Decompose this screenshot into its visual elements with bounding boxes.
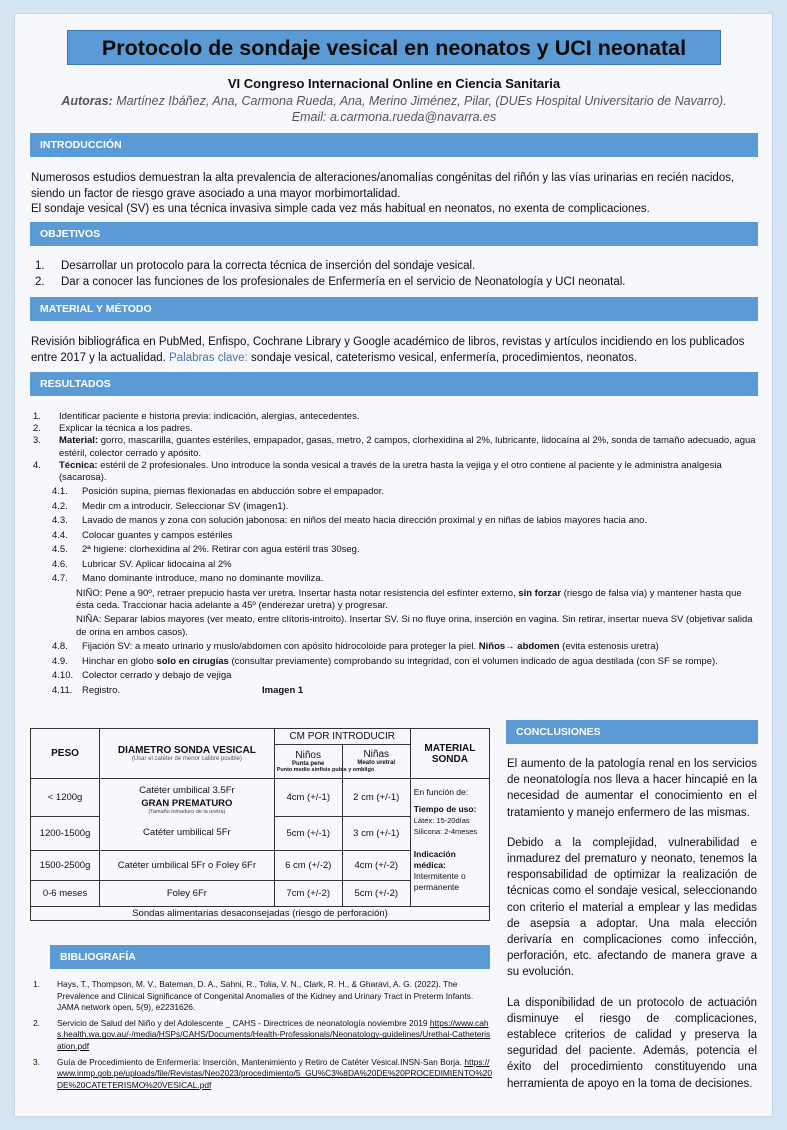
substep-number: 4.5. <box>52 544 68 556</box>
tecnica-substeps <box>33 486 760 697</box>
authors-label: Autoras: <box>61 94 113 108</box>
conclusiones-heading: CONCLUSIONES <box>506 720 758 744</box>
cell-ninas: 2 cm (+/-1) <box>342 779 410 817</box>
substep-number: 4.1. <box>52 486 68 498</box>
substep-number: 4.7. <box>52 573 68 585</box>
substep <box>52 670 760 682</box>
intro-p1: Numerosos estudios demuestran la alta prevalencia de alteraciones/anomalías congénitas del riñón y las vías urinarias en recién nacidos, siendo un factor de riesgo grave asociado a una mayor morbimortalidad. <box>31 172 735 200</box>
cell-diametro-text: Catéter umbilical 3.5Fr <box>139 785 235 796</box>
cell-diametro <box>100 779 275 817</box>
material-heading: MATERIAL Y MÉTODO <box>30 297 758 321</box>
material-tiempo: Tiempo de uso: <box>413 804 477 814</box>
catheter-table <box>30 728 490 921</box>
poster-title: Protocolo de sondaje vesical en neonatos y UCI neonatal <box>67 30 721 65</box>
intro-heading: INTRODUCCIÓN <box>30 133 758 157</box>
substep-number: 4.8. <box>52 641 68 653</box>
substep-text: Colector cerrado y debajo de vejiga <box>82 670 232 682</box>
substep-text: Mano dominante introduce, mano no dominante moviliza. <box>82 573 324 585</box>
substep-text: Colocar guantes y campos estériles <box>82 529 233 541</box>
nina-instructions: NIÑA: Separar labios mayores (ver meato, entre clítoris-introito). Insertar SV. Si no fluye orina, inserción en vagina. Sin retirar, insertar nueva SV (objetivar salida de orina en ambos casos). <box>76 614 753 638</box>
substep <box>52 515 760 527</box>
cell-diametro: Foley 6Fr <box>100 880 275 906</box>
substep-text-cont: (consultar previamente) comprobando su integridad, con el volumen indicado de agua destilada (con SF se rompe). <box>231 655 718 667</box>
solo-cirugias: solo en cirugías <box>156 655 229 667</box>
substep-text: Posición supina, piernas flexionadas en abducción sobre el empapador. <box>82 486 385 498</box>
substep-number: 4.9. <box>52 655 68 667</box>
conclusion-p2: Debido a la complejidad, vulnerabilidad e inmadurez del prematuro y neonato, tenemos la responsabilidad de optimizar la realización de técnicas como el sondaje vesical, seleccionando con criterio el material a emplear y las medidas de asepsia a adoptar. Una mala elección derivaría en complicaciones como infección, perforación, etc. afectando de manera grave a su evolución. <box>507 836 757 979</box>
substep-number: 4.6. <box>52 558 68 570</box>
result-item <box>33 423 760 435</box>
cell-material <box>410 779 489 907</box>
nino-text: NIÑO: Pene a 90º, retraer prepucio hasta ver uretra. Insertar hasta notar resistencia del esfínter externo, <box>76 587 516 599</box>
col-ninas-label: Niñas <box>363 749 390 760</box>
reference-link[interactable]: https://www.cahs.health.wa.gov.au/-/media/HSPs/CAHS/Documents/Health-Professionals/Neonatology-guidelines/Urethal-Catheterisation.pdf <box>57 1017 491 1051</box>
reference-number: 1. <box>33 979 40 989</box>
conclusion-p1: El aumento de la patología renal en los servicios de neonatología nos lleva a hacer hincapié en la necesidad de aumentar el conocimiento en el tratamiento y manejo enfermero de las mismas. <box>507 758 757 819</box>
reference-text: Hays, T., Thompson, M. V., Bateman, D. A., Sahni, R., Tolia, V. N., Clark, R. H., & Gharavi, A. G. (2022). The Prevalence and Clinical Significance of Congenital Anomalies of the Kidney and Urinary Tract in Preterm Infants. JAMA network open, 5(9), e2231626. <box>57 979 474 1013</box>
material-tipo: Intermitente o permanente <box>413 871 466 892</box>
objetivo-text: Dar a conocer las funciones de los profesionales de Enfermería en el servicio de Neonatología y UCI neonatal. <box>61 275 626 288</box>
reference-text: Servicio de Salud del Niño y del Adolescente _ CAHS - Directrices de neonatología noviembre 2019 <box>57 1017 428 1028</box>
col-cm: CM POR INTRODUCIR <box>274 729 410 745</box>
conclusion-p3: La disponibilidad de un protocolo de actuación disminuye el riesgo de complicaciones, establece criterios de calidad y preserva la seguridad del paciente. Además, potencia el éxito del procedimiento constituyendo una herramienta de apoyo en la toma de decisiones. <box>507 996 757 1090</box>
material-label: Material: <box>59 435 99 447</box>
result-item <box>33 460 760 484</box>
objetivos-list <box>35 259 755 290</box>
tecnica-label: Técnica: <box>59 459 98 471</box>
col-diametro-sub: (Usar el catéter de menor calibre posible) <box>131 756 242 762</box>
substep <box>52 486 760 498</box>
material-text <box>31 335 759 366</box>
substep <box>52 544 760 556</box>
substep <box>52 685 760 697</box>
abdomen-label: abdomen <box>517 641 560 653</box>
reference-number: 2. <box>33 1017 40 1028</box>
bibliografia-list <box>33 979 493 1091</box>
reference-number: 3. <box>33 1056 40 1067</box>
ninos-label: Niños <box>478 641 506 653</box>
material-body: Revisión bibliográfica en PubMed, Enfispo, Cochrane Library y Google académico de libros, revistas y artículos incidiendo en los publicados entre 2017 y la actualidad. <box>31 336 745 364</box>
cell-ninas: 3 cm (+/-1) <box>342 816 410 850</box>
col-diametro <box>100 729 275 779</box>
cell-diametro: Catéter umbilical 5Fr o Foley 6Fr <box>100 850 275 880</box>
substep-number: 4.11. <box>52 684 73 696</box>
resultados-list <box>33 411 760 697</box>
substep <box>52 501 760 513</box>
conclusiones-text <box>507 756 757 1092</box>
substep <box>52 641 760 653</box>
result-text: estéril de 2 profesionales. Uno introduce la sonda vesical a través de la uretra hasta la vejiga y el otro contiene al paciente y le administra analgesia (sacarosa). <box>59 459 722 484</box>
authors-names: Martínez Ibáñez, Ana, Carmona Rueda, Ana, Merino Jiménez, Pilar, <box>116 94 492 108</box>
material-silicona: Silicona: 2-4meses <box>413 827 478 836</box>
substep-number: 4.3. <box>52 515 68 527</box>
col-diametro-label: DIAMETRO SONDA VESICAL <box>117 745 256 756</box>
result-text: gorro, mascarilla, guantes estériles, empapador, gasas, metro, 2 campos, clorhexidina al 2%, lubricante, lidocaína al 2%, sonda de tamaño adecuado, agua estéril, colector cerrado y apósito. <box>59 435 756 459</box>
reference <box>33 979 493 1014</box>
nino-text-cont: (riesgo de falsa vía) y mantener hasta que ésta ceda. Traccionar hacia adelante a 45º (enderezar uretra) y progresar. <box>76 587 742 611</box>
table-footer: Sondas alimentarias desaconsejadas (riesgo de perforación) <box>31 906 490 920</box>
cell-peso: < 1200g <box>31 779 100 817</box>
bibliografia-heading: BIBLIOGRAFÍA <box>50 945 490 969</box>
cell-peso: 1500-2500g <box>31 850 100 880</box>
objetivo-item <box>35 275 755 291</box>
substep-text: Registro. <box>82 684 121 696</box>
reference-link[interactable]: https://www.inmp.gob.pe/uploads/file/Revistas/Neo2023/procedimiento/5_GU%C3%8DA%20DE%20PROCEDIMIENTO%20DE%20CATETERISMO%20VESICAL.pdf <box>57 1056 493 1090</box>
cell-ninas: 4cm (+/-2) <box>342 850 410 880</box>
substep-text: 2ª higiene: clorhexidina al 2%. Retirar con agua estéril tras 30seg. <box>82 544 360 556</box>
objetivo-item <box>35 259 755 275</box>
intro-p2: El sondaje vesical (SV) es una técnica invasiva simple cada vez más habitual en neonatos, no exenta de complicaciones. <box>31 203 650 215</box>
reference <box>33 1018 493 1053</box>
reference-text: Guía de Procedimiento de Enfermería: Inserción, Mantenimiento y Retiro de Catéter Vesical.INSN-San Borja. <box>57 1056 462 1067</box>
objetivo-text: Desarrollar un protocolo para la correcta técnica de inserción del sondaje vesical. <box>61 260 476 272</box>
result-text: Explicar la técnica a los padres. <box>59 423 193 435</box>
objetivo-number: 2. <box>35 275 45 288</box>
cell-ninos: 6 cm (+/-2) <box>274 850 342 880</box>
cell-ninos: 7cm (+/-2) <box>274 880 342 906</box>
substep-text: Medir cm a introducir. Seleccionar SV (imagen1). <box>82 500 289 512</box>
result-number: 3. <box>33 435 41 447</box>
authors <box>30 94 758 108</box>
result-item <box>33 435 760 459</box>
col-ninas-sub: Meato uretral <box>357 760 396 766</box>
image-caption: Imagen 1 <box>262 684 304 696</box>
objetivos-heading: OBJETIVOS <box>30 222 758 246</box>
reference <box>33 1057 493 1092</box>
arrow-icon: → <box>505 641 515 653</box>
result-number: 1. <box>33 411 41 422</box>
col-ninas <box>342 745 410 779</box>
sin-forzar: sin forzar <box>518 587 562 599</box>
cell-ninos: 4cm (+/-1) <box>274 779 342 817</box>
substep <box>52 573 760 585</box>
substep-text: Hinchar en globo <box>82 655 154 667</box>
congress-name: VI Congreso Internacional Online en Ciencia Sanitaria <box>227 76 561 91</box>
substep-number: 4.10. <box>52 670 74 682</box>
result-text: Identificar paciente e historia previa: indicación, alergias, antecedentes. <box>59 411 360 422</box>
cell-ninos: 5cm (+/-1) <box>274 816 342 850</box>
substep-number: 4.2. <box>52 500 68 512</box>
gran-prematuro-sub: (Tamaño inmaduro de la uretra) <box>148 809 226 815</box>
resultados-heading: RESULTADOS <box>30 372 758 396</box>
result-number: 4. <box>33 459 41 471</box>
substep-note: (evita estenosis uretra) <box>562 641 659 653</box>
nino-instructions <box>52 588 760 612</box>
substep <box>52 530 760 542</box>
gran-prematuro: GRAN PREMATURO <box>141 798 233 809</box>
table-row <box>31 779 490 817</box>
substep-text: Fijación SV: a meato urinario y muslo/abdomen con apósito hidrocoloide para proteger la piel. <box>82 641 477 653</box>
col-ninos-label: Niños <box>295 750 321 761</box>
intro-text <box>31 171 759 218</box>
result-number: 2. <box>33 423 41 435</box>
material-funcion: En función de: <box>413 787 469 797</box>
col-ninos: Niños Punta pene Punto medio sínfisis pubis y ombligo <box>274 745 342 779</box>
col-material: MATERIAL SONDA <box>410 729 489 779</box>
material-indicacion: Indicación médica: <box>413 849 456 870</box>
result-item <box>33 411 760 423</box>
cell-diametro: Catéter umbilical 5Fr <box>100 816 275 850</box>
substep-number: 4.4. <box>52 529 68 541</box>
cell-peso: 0-6 meses <box>31 880 100 906</box>
substep-text: Lubricar SV. Aplicar lidocaína al 2% <box>82 558 232 570</box>
objetivo-number: 1. <box>35 260 45 272</box>
col-ninos-sub: Punta pene <box>292 761 325 767</box>
cell-peso: 1200-1500g <box>31 816 100 850</box>
col-peso: PESO <box>31 729 100 779</box>
substep <box>52 559 760 571</box>
email: Email: a.carmona.rueda@navarra.es <box>291 110 497 124</box>
keywords: sondaje vesical, cateterismo vesical, enfermería, procedimientos, neonatos. <box>250 351 638 364</box>
substep <box>52 656 760 668</box>
keywords-label: Palabras clave: <box>169 351 248 364</box>
cell-ninas: 5cm (+/-2) <box>342 880 410 906</box>
affiliation: (DUEs Hospital Universitario de Navarro). <box>495 94 727 108</box>
substep-text: Lavado de manos y zona con solución jabonosa: en niños del meato hacia dirección proximal y en niñas de labios mayores hacia ano. <box>82 515 648 527</box>
material-latex: Látex: 15-20días <box>413 816 470 825</box>
